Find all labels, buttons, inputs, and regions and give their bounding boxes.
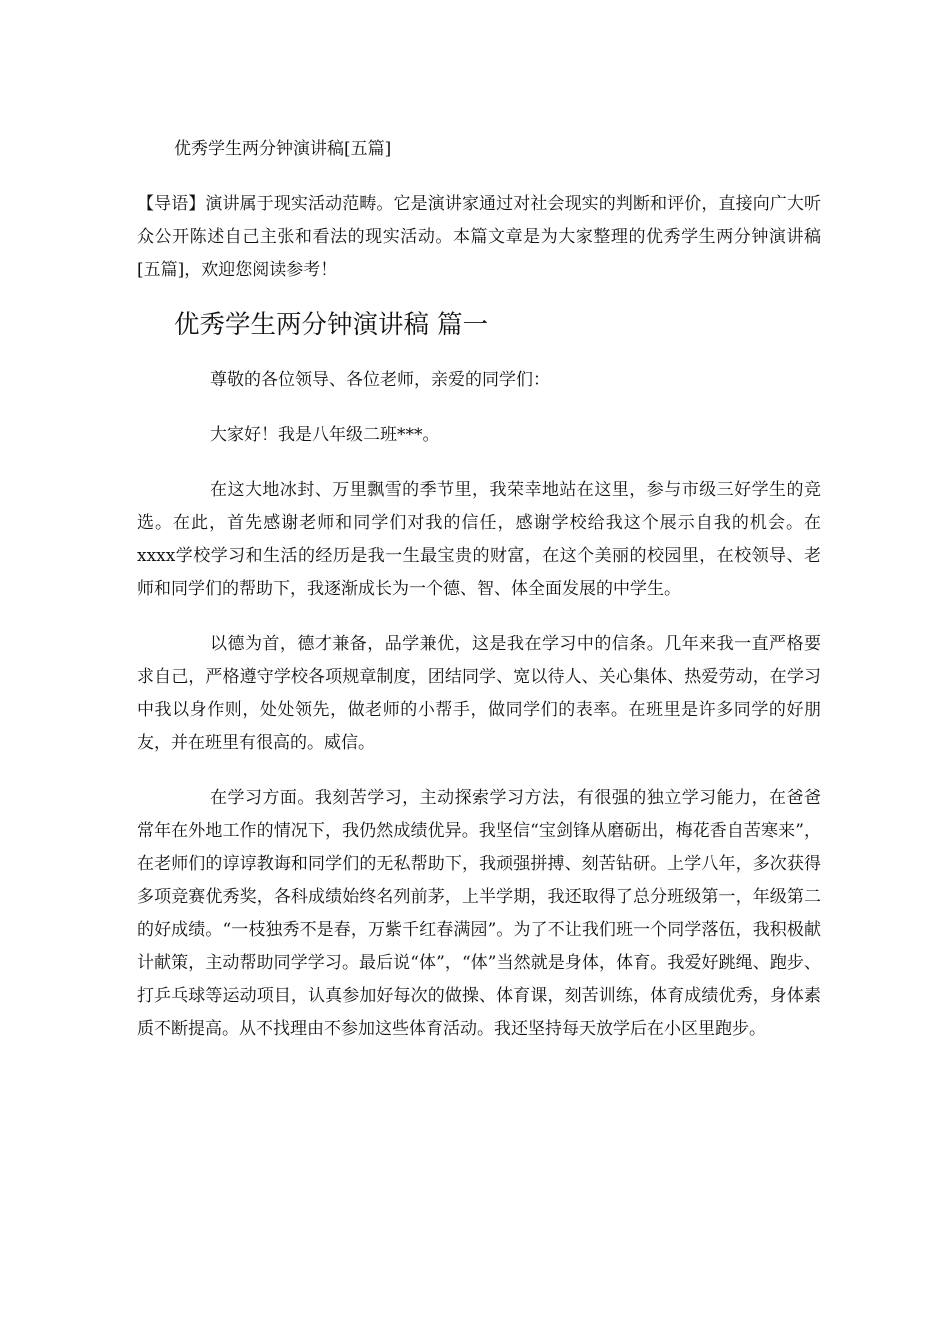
body-paragraph-1: 在这大地冰封、万里飘雪的季节里，我荣幸地站在这里，参与市级三好学生的竞选。在此，首先感谢老师和同学们对我的信任，感谢学校给我这个展示自我的机会。在xxxx学校学习和生活的经历是我一生最宝贵的财富，在这个美丽的校园里，在校领导、老师和同学们的帮助下，我逐渐成长为一个德、智、体全面发展的中学生。: [137, 480, 821, 599]
intro-paragraph: 【导语】演讲属于现实活动范畴。它是演讲家通过对社会现实的判断和评价，直接向广大听众公开陈述自己主张和看法的现实活动。本篇文章是为大家整理的优秀学生两分钟演讲稿[五篇]，欢迎您阅读参考！: [137, 194, 821, 280]
body-paragraph-3: 在学习方面。我刻苦学习，主动探索学习方法，有很强的独立学习能力，在爸爸常年在外地工作的情况下，我仍然成绩优异。我坚信“宝剑锋从磨砺出，梅花香自苦寒来”，在老师们的谆谆教诲和同学们的无私帮助下，我顽强拼搏、刻苦钻研。上学八年，多次获得多项竞赛优秀奖，各科成绩始终名列前茅，上半学期，我还取得了总分班级第一，年级第二的好成绩。“一枝独秀不是春，万紫千红春满园”。为了不让我们班一个同学落伍，我积极献计献策，主动帮助同学学习。最后说“体”，“体”当然就是身体，体育。我爱好跳绳、跑步、打乒乓球等运动项目，认真参加好每次的做操、体育课，刻苦训练，体育成绩优秀，身体素质不断提高。从不找理由不参加这些体育活动。我还坚持每天放学后在小区里跑步。: [137, 788, 821, 1039]
body-paragraph-2: 以德为首，德才兼备，品学兼优，这是我在学习中的信条。几年来我一直严格要求自己，严格遵守学校各项规章制度，团结同学、宽以待人、关心集体、热爱劳动，在学习中我以身作则，处处领先，做老师的小帮手，做同学们的表率。在班里是许多同学的好朋友，并在班里有很高的。威信。: [137, 634, 821, 753]
document-body: [137, 133, 821, 1068]
salutation-line: 尊敬的各位领导、各位老师，亲爱的同学们：: [210, 370, 550, 390]
document-title: 优秀学生两分钟演讲稿[五篇]: [174, 139, 392, 159]
greeting-line: 大家好！我是八年级二班***。: [210, 425, 440, 445]
section-heading: 优秀学生两分钟演讲稿 篇一: [174, 310, 489, 340]
